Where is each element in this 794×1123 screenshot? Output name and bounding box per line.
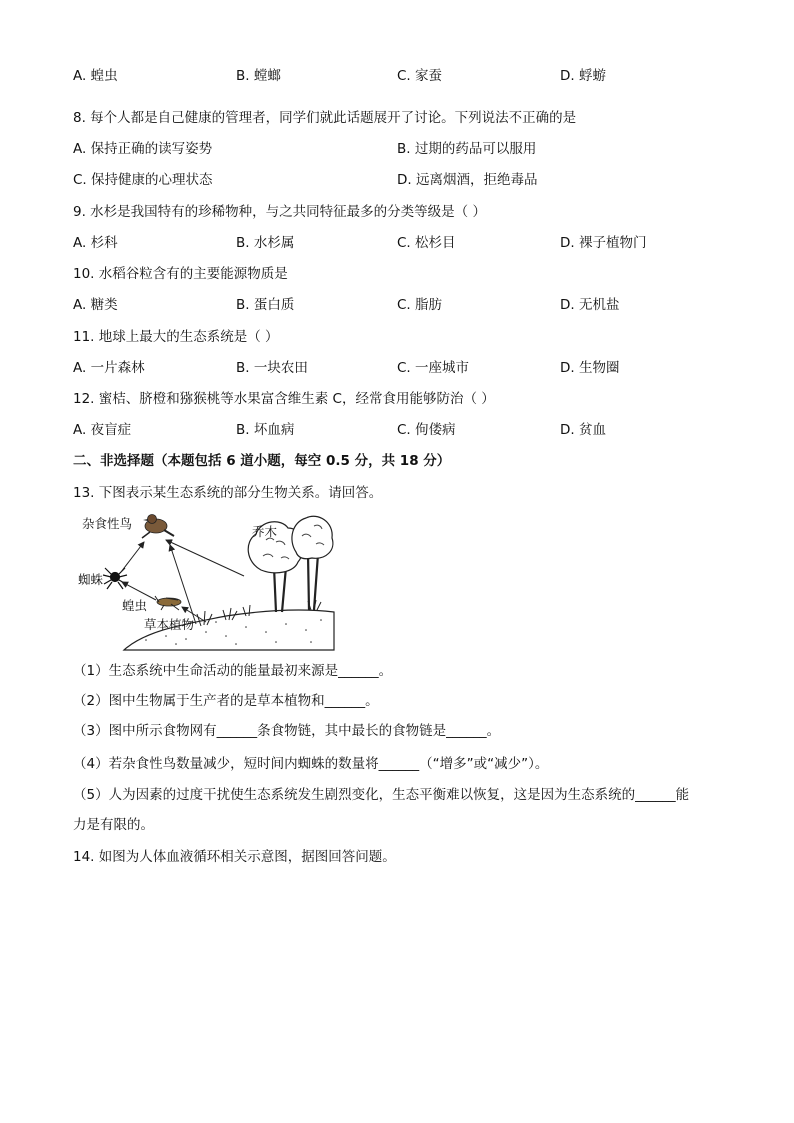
q11-option-b[interactable]: B. 一块农田 bbox=[236, 360, 308, 376]
food-web-figure bbox=[76, 512, 338, 652]
q12-option-d[interactable]: D. 贫血 bbox=[560, 422, 606, 438]
q13-sub-3: （3）图中所示食物网有______条食物链，其中最长的食物链是______。 bbox=[73, 723, 501, 739]
label-tree: 乔木 bbox=[252, 524, 278, 539]
q13-sub-5-cont: 力是有限的。 bbox=[73, 817, 154, 833]
q10-option-d[interactable]: D. 无机盐 bbox=[560, 297, 620, 313]
q10-option-a[interactable]: A. 糖类 bbox=[73, 297, 118, 313]
q13-stem: 13. 下图表示某生态系统的部分生物关系。请回答。 bbox=[73, 485, 383, 501]
label-herbaceous-plant: 草本植物 bbox=[144, 617, 195, 632]
q12-options bbox=[73, 421, 733, 439]
q8-option-d[interactable]: D. 远离烟酒，拒绝毒品 bbox=[397, 172, 538, 188]
q11-option-d[interactable]: D. 生物圈 bbox=[560, 360, 620, 376]
q10-option-b[interactable]: B. 蛋白质 bbox=[236, 297, 295, 313]
q12-option-b[interactable]: B. 坏血病 bbox=[236, 422, 295, 438]
q11-stem: 11. 地球上最大的生态系统是（ ） bbox=[73, 329, 279, 345]
spider-icon bbox=[103, 568, 127, 589]
q9-option-d[interactable]: D. 裸子植物门 bbox=[560, 235, 647, 251]
q13-sub-4: （4）若杂食性鸟数量减少，短时间内蜘蛛的数量将______（“增多”或“减少”）。 bbox=[73, 756, 549, 772]
q12-stem: 12. 蜜桔、脐橙和猕猴桃等水果富含维生素 C，经常食用能够防治（ ） bbox=[73, 391, 495, 407]
label-locust: 蝗虫 bbox=[122, 598, 148, 613]
q10-option-c[interactable]: C. 脂肪 bbox=[397, 297, 443, 313]
q8-option-a[interactable]: A. 保持正确的读写姿势 bbox=[73, 141, 213, 157]
q12-option-c[interactable]: C. 佝偻病 bbox=[397, 422, 456, 438]
locust-icon bbox=[155, 596, 181, 610]
q11-option-a[interactable]: A. 一片森林 bbox=[73, 360, 145, 376]
section-2-title: 二、非选择题（本题包括 6 道小题，每空 0.5 分，共 18 分） bbox=[73, 453, 451, 469]
q11-options bbox=[73, 359, 733, 377]
q7-option-b[interactable]: B. 螳螂 bbox=[236, 68, 281, 84]
q9-option-b[interactable]: B. 水杉属 bbox=[236, 235, 295, 251]
bird-icon bbox=[142, 515, 174, 539]
q11-option-c[interactable]: C. 一座城市 bbox=[397, 360, 470, 376]
q10-options bbox=[73, 296, 733, 314]
q8-options-row1 bbox=[73, 140, 733, 158]
q8-options-row2 bbox=[73, 171, 733, 189]
food-web-diagram bbox=[76, 512, 338, 652]
q9-option-a[interactable]: A. 杉科 bbox=[73, 235, 118, 251]
q8-stem: 8. 每个人都是自己健康的管理者，同学们就此话题展开了讨论。下列说法不正确的是 bbox=[73, 110, 577, 126]
q9-option-c[interactable]: C. 松杉目 bbox=[397, 235, 456, 251]
q8-option-c[interactable]: C. 保持健康的心理状态 bbox=[73, 172, 213, 188]
label-spider: 蜘蛛 bbox=[78, 572, 104, 587]
q12-option-a[interactable]: A. 夜盲症 bbox=[73, 422, 132, 438]
q7-options bbox=[73, 67, 733, 85]
q9-options bbox=[73, 234, 733, 252]
q7-option-d[interactable]: D. 蜉蝣 bbox=[560, 68, 606, 84]
q7-option-a[interactable]: A. 蝗虫 bbox=[73, 68, 118, 84]
q14-stem: 14. 如图为人体血液循环相关示意图，据图回答问题。 bbox=[73, 849, 396, 865]
q13-sub-1: （1）生态系统中生命活动的能量最初来源是______。 bbox=[73, 663, 393, 679]
q7-option-c[interactable]: C. 家蚕 bbox=[397, 68, 443, 84]
label-omnivorous-bird: 杂食性鸟 bbox=[82, 516, 133, 531]
q9-stem: 9. 水杉是我国特有的珍稀物种，与之共同特征最多的分类等级是（ ） bbox=[73, 204, 486, 220]
q10-stem: 10. 水稻谷粒含有的主要能源物质是 bbox=[73, 266, 288, 282]
q13-sub-5: （5）人为因素的过度干扰使生态系统发生剧烈变化，生态平衡难以恢复，这是因为生态系统的______能 bbox=[73, 787, 690, 803]
q8-option-b[interactable]: B. 过期的药品可以服用 bbox=[397, 141, 537, 157]
q13-sub-2: （2）图中生物属于生产者的是草本植物和______。 bbox=[73, 693, 379, 709]
